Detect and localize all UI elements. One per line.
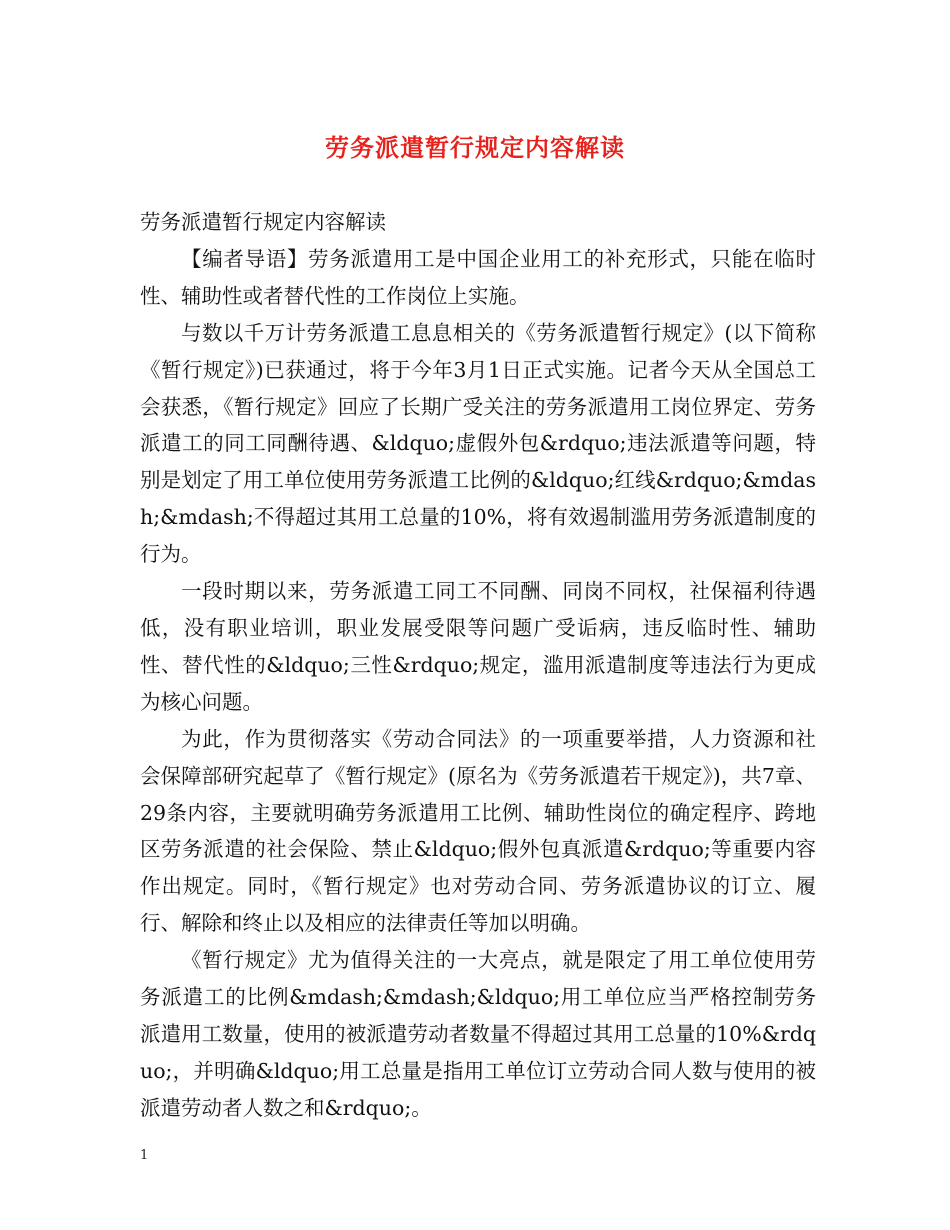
document-subtitle: 劳务派遣暂行规定内容解读 — [140, 210, 386, 234]
paragraph-regulation-passed: 与数以千万计劳务派遣工息息相关的《劳务派遣暂行规定》(以下简称《暂行规定》)已获通过，将于今年3月1日正式实施。记者今天从全国总工会获悉，《暂行规定》回应了长期广受关注的劳务派遣用工岗位界定、劳务派遣工的同工同酬待遇、&ldquo;虚假外包&rdquo;违法派遣等问题，特别是划定了用工单位使用劳务派遣工比例的&ldquo;红线&rdquo;&mdash;&mdash;不得超过其用工总量的10%，将有效遏制滥用劳务派遣制度的行为。 — [140, 320, 816, 567]
page-number: 1 — [140, 1148, 149, 1163]
paragraph-editor-note: 【编者导语】劳务派遣用工是中国企业用工的补充形式，只能在临时性、辅助性或者替代性的工作岗位上实施。 — [140, 246, 816, 308]
document-body — [140, 204, 816, 1127]
paragraph-highlight-ratio: 《暂行规定》尤为值得关注的一大亮点，就是限定了用工单位使用劳务派遣工的比例&mdash;&mdash;&ldquo;用工单位应当严格控制劳务派遣用工数量，使用的被派遣劳动者数量不得超过其用工总量的10%&rdquo;，并明确&ldquo;用工总量是指用工单位订立劳动合同人数与使用的被派遣劳动者人数之和&rdquo;。 — [140, 948, 816, 1120]
paragraph-background-issues: 一段时期以来，劳务派遣工同工不同酬、同岗不同权，社保福利待遇低，没有职业培训，职业发展受限等问题广受诟病，违反临时性、辅助性、替代性的&ldquo;三性&rdquo;规定，滥用派遣制度等违法行为更成为核心问题。 — [140, 579, 816, 714]
document-title: 劳务派遣暂行规定内容解读 — [325, 133, 625, 162]
paragraph-drafting: 为此，作为贯彻落实《劳动合同法》的一项重要举措，人力资源和社会保障部研究起草了《暂行规定》(原名为《劳务派遣若干规定》)，共7章、29条内容，主要就明确劳务派遣用工比例、辅助性岗位的确定程序、跨地区劳务派遣的社会保险、禁止&ldquo;假外包真派遣&rdquo;等重要内容作出规定。同时，《暂行规定》也对劳动合同、劳务派遣协议的订立、履行、解除和终止以及相应的法律责任等加以明确。 — [140, 726, 816, 936]
